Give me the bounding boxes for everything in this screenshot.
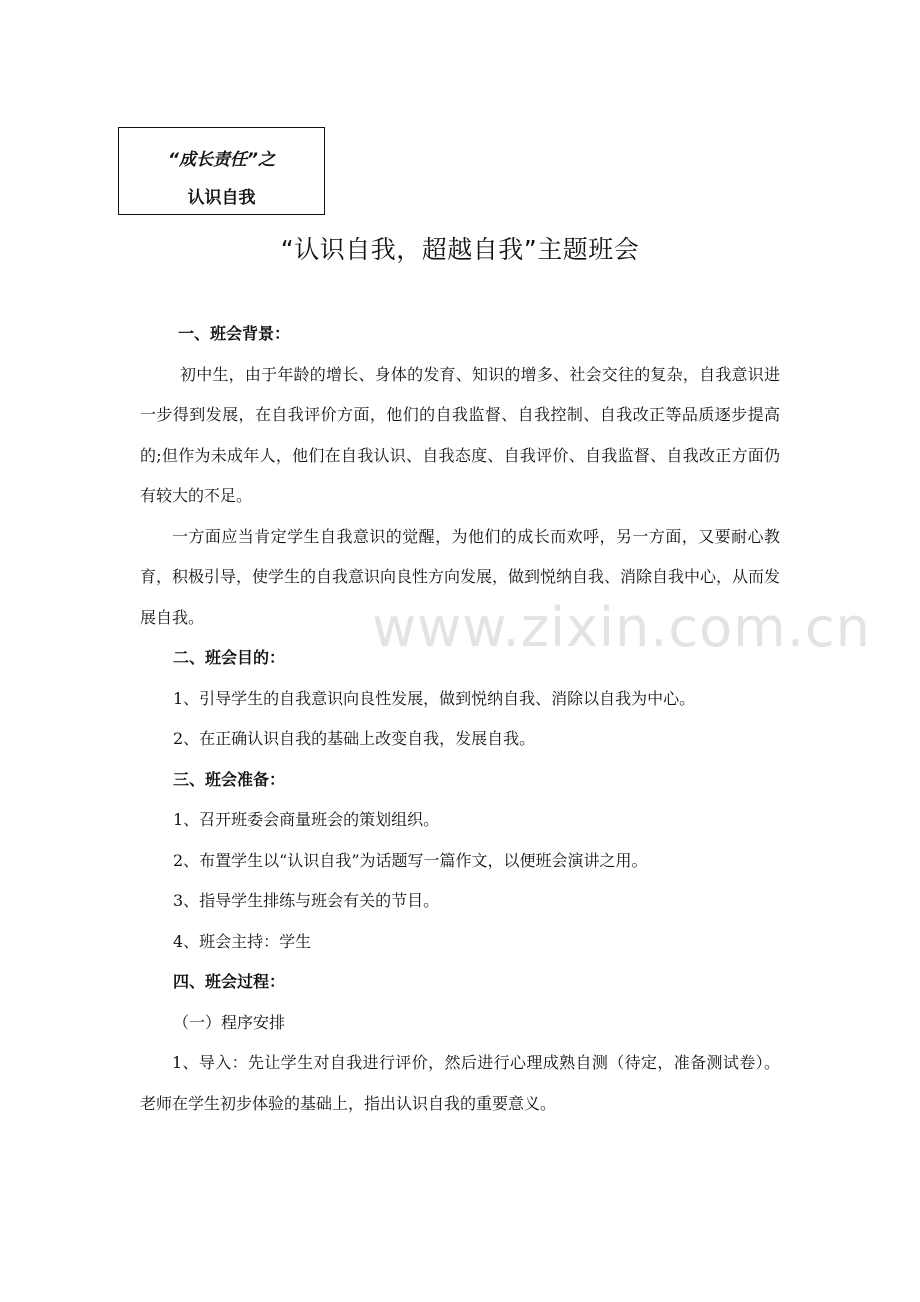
preparation-item-4: 4、班会主持：学生 [173, 931, 312, 951]
preparation-item-1: 1、召开班委会商量班会的策划组织。 [173, 810, 440, 829]
section-heading-purpose: 二、班会目的： [173, 648, 286, 667]
watermark-text: www.zixin.com.cn [372, 596, 871, 659]
document-title: “认识自我，超越自我”主题班会 [280, 235, 640, 264]
section-heading-background: 一、班会背景： [178, 324, 291, 343]
boxed-series-title [118, 127, 325, 215]
preparation-item-2: 2、布置学生以“认识自我”为话题写一篇作文，以便班会演讲之用。 [173, 850, 648, 870]
process-subheading: （一）程序安排 [173, 1012, 286, 1032]
document-body [140, 314, 780, 1124]
purpose-item-2: 2、在正确认识自我的基础上改变自我，发展自我。 [173, 729, 536, 748]
section-heading-preparation: 三、班会准备： [173, 769, 286, 789]
purpose-item-1: 1、引导学生的自我意识向良性发展，做到悦纳自我、消除以自我为中心。 [173, 688, 696, 708]
boxed-title-line-1: “成长责任”之 [168, 150, 275, 170]
section-heading-process: 四、班会过程： [173, 972, 286, 991]
paragraph-background-1: 初中生，由于年龄的增长、身体的发育、知识的增多、社会交往的复杂，自我意识进一步得到发展，在自我评价方面，他们的自我监督、自我控制、自我改正等品质逐步提高的;但作为未成年人，他们在自我认识、自我态度、自我评价、自我监督、自我改正方面仍有较大的不足。 [140, 364, 780, 505]
boxed-title-line-2: 认识自我 [187, 188, 256, 208]
paragraph-background-2: 一方面应当肯定学生自我意识的觉醒，为他们的成长而欢呼，另一方面，又要耐心教育，积极引导，使学生的自我意识向良性方向发展，做到悦纳自我、消除自我中心，从而发展自我。 [140, 526, 781, 627]
preparation-item-3: 3、指导学生排练与班会有关的节目。 [173, 891, 440, 910]
process-item-1: 1、导入：先让学生对自我进行评价，然后进行心理成熟自测（待定，准备测试卷）。老师在学生初步体验的基础上，指出认识自我的重要意义。 [140, 1053, 780, 1113]
